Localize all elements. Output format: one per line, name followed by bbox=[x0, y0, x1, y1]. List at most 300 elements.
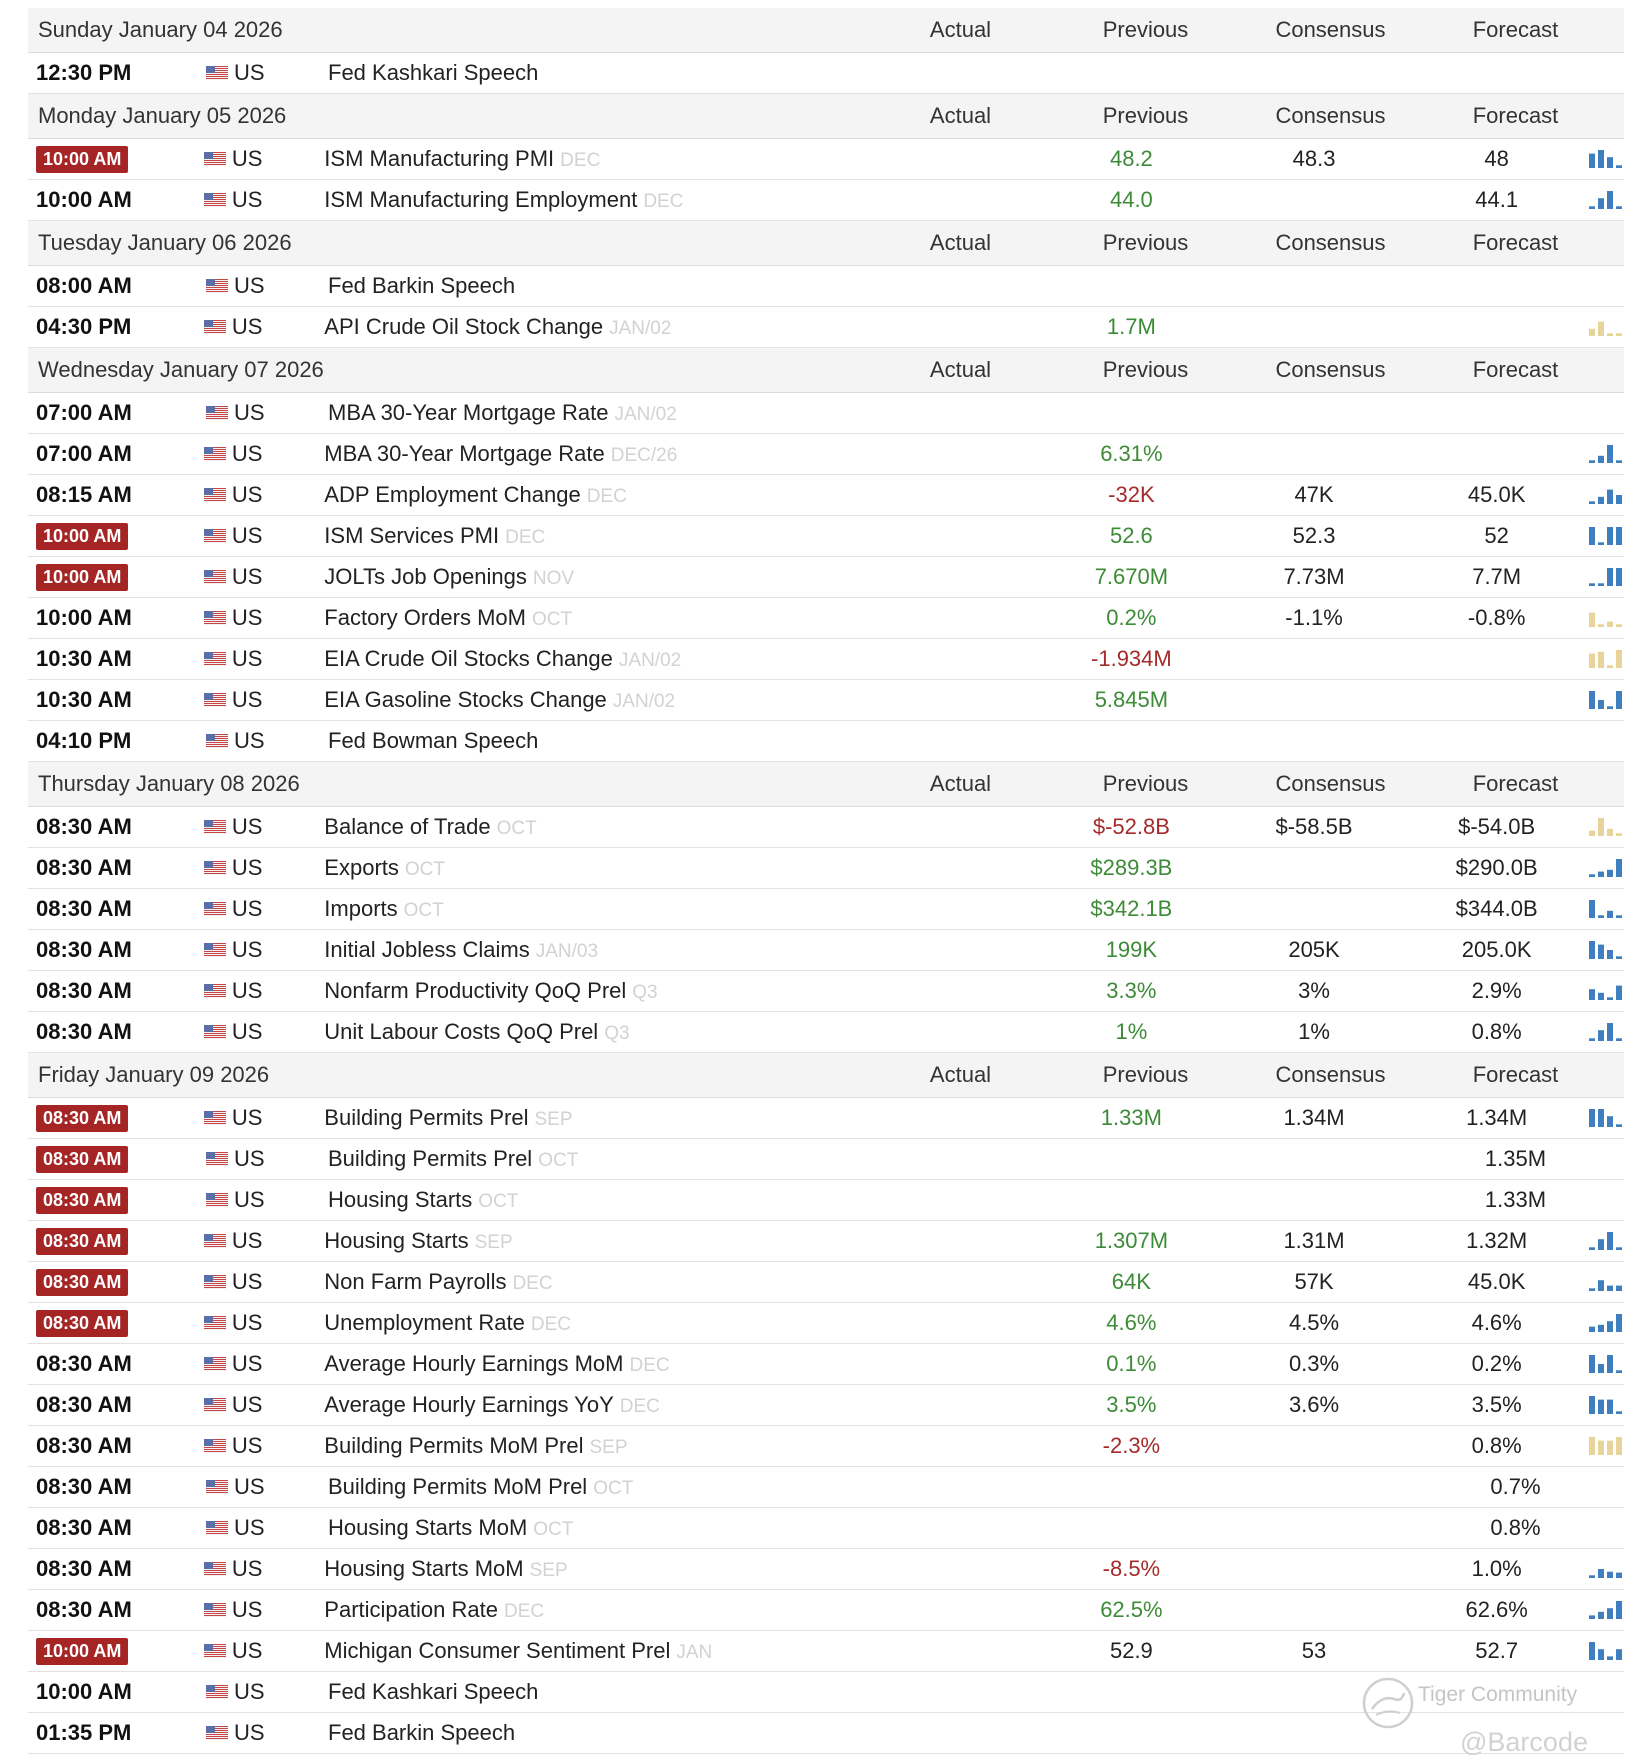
event-time: 04:10 PM bbox=[36, 728, 132, 753]
sparkline-bar bbox=[1598, 198, 1604, 209]
event-row[interactable] bbox=[28, 557, 1624, 598]
event-chart-cell[interactable] bbox=[1588, 1022, 1624, 1042]
event-name-cell bbox=[324, 646, 857, 672]
country-code: US bbox=[231, 187, 263, 212]
event-name-link[interactable]: Factory Orders MoM bbox=[324, 605, 526, 630]
event-row[interactable] bbox=[28, 639, 1624, 680]
event-reference-period: OCT bbox=[478, 1191, 519, 1212]
sparkline-bar bbox=[1607, 527, 1613, 545]
sparkline-bar bbox=[1589, 527, 1595, 545]
event-chart-cell[interactable] bbox=[1588, 149, 1624, 169]
event-name-link[interactable]: Fed Bowman Speech bbox=[328, 728, 539, 753]
event-time: 07:00 AM bbox=[36, 441, 132, 466]
event-time: 08:30 AM bbox=[36, 814, 132, 839]
column-header-actual: Actual bbox=[929, 357, 992, 382]
event-time-cell bbox=[28, 978, 204, 1004]
event-reference-period: DEC bbox=[643, 191, 684, 212]
event-reference-period: OCT bbox=[532, 609, 573, 630]
event-name-link[interactable]: API Crude Oil Stock Change bbox=[324, 314, 604, 339]
sparkline-bar bbox=[1616, 206, 1622, 209]
sparkline-chart bbox=[1588, 190, 1624, 210]
event-name-link[interactable]: Fed Kashkari Speech bbox=[328, 60, 539, 85]
event-name-link[interactable]: Participation Rate bbox=[324, 1597, 498, 1622]
event-chart-cell[interactable] bbox=[1588, 608, 1624, 628]
event-chart-cell[interactable] bbox=[1588, 1641, 1624, 1661]
event-name-cell bbox=[324, 1228, 857, 1254]
column-header-previous: Previous bbox=[1102, 17, 1189, 42]
sparkline-chart bbox=[1588, 649, 1624, 669]
event-row[interactable] bbox=[28, 1303, 1624, 1344]
sparkline-bar bbox=[1589, 989, 1595, 1000]
event-name-link[interactable]: Building Permits MoM Prel bbox=[324, 1433, 584, 1458]
column-header-previous: Previous bbox=[1102, 1062, 1189, 1087]
event-country bbox=[204, 523, 324, 549]
sparkline-bar bbox=[1607, 1656, 1613, 1660]
sparkline-chart bbox=[1588, 1022, 1624, 1042]
sparkline-bar bbox=[1616, 1314, 1622, 1332]
event-chart-cell[interactable] bbox=[1588, 981, 1624, 1001]
event-name-link[interactable]: Fed Kashkari Speech bbox=[328, 1679, 539, 1704]
event-chart-cell[interactable] bbox=[1588, 317, 1624, 337]
sparkline-bar bbox=[1598, 818, 1604, 836]
event-name-cell bbox=[324, 1597, 857, 1623]
forecast-value: 3.5% bbox=[1471, 1392, 1522, 1417]
event-time-badge: 08:30 AM bbox=[36, 1228, 128, 1255]
sparkline-bar bbox=[1607, 191, 1613, 209]
sparkline-bar bbox=[1616, 986, 1622, 1000]
event-chart-cell[interactable] bbox=[1588, 1436, 1624, 1456]
sparkline-bar bbox=[1607, 997, 1613, 1000]
event-name-link[interactable]: ISM Manufacturing PMI bbox=[324, 146, 555, 171]
event-row[interactable] bbox=[28, 721, 1624, 762]
event-time-cell bbox=[28, 522, 204, 550]
event-row[interactable] bbox=[28, 1012, 1624, 1053]
consensus-value: 47K bbox=[1294, 482, 1334, 507]
event-chart-cell[interactable] bbox=[1588, 444, 1624, 464]
sparkline-bar bbox=[1598, 497, 1604, 504]
event-name-cell bbox=[324, 1392, 857, 1418]
event-name-link[interactable]: Unit Labour Costs QoQ Prel bbox=[324, 1019, 599, 1044]
event-country bbox=[204, 1597, 324, 1623]
previous-value: 1.33M bbox=[1100, 1105, 1162, 1130]
country-code: US bbox=[231, 314, 263, 339]
country-code: US bbox=[234, 400, 265, 425]
event-name-cell bbox=[324, 937, 857, 963]
sparkline-bar bbox=[1607, 1023, 1613, 1041]
event-chart-cell[interactable] bbox=[1588, 899, 1624, 919]
event-name-link[interactable]: Fed Barkin Speech bbox=[328, 1720, 516, 1745]
country-code: US bbox=[231, 1310, 263, 1335]
us-flag-icon bbox=[204, 1234, 226, 1248]
event-chart-cell[interactable] bbox=[1588, 1272, 1624, 1292]
event-name-cell bbox=[324, 523, 857, 549]
country-code: US bbox=[231, 855, 263, 880]
event-row[interactable] bbox=[28, 971, 1624, 1012]
event-row[interactable] bbox=[28, 516, 1624, 557]
sparkline-bar bbox=[1607, 1116, 1613, 1127]
sparkline-bar bbox=[1598, 1364, 1604, 1373]
sparkline-bar bbox=[1598, 1612, 1604, 1619]
event-time: 08:30 AM bbox=[36, 1515, 132, 1540]
event-row[interactable] bbox=[28, 1426, 1624, 1467]
event-country bbox=[204, 1556, 324, 1582]
country-code: US bbox=[231, 1105, 263, 1130]
event-row[interactable] bbox=[28, 53, 1624, 94]
event-time-cell bbox=[28, 1268, 204, 1296]
event-chart-cell[interactable] bbox=[1588, 690, 1624, 710]
sparkline-bar bbox=[1616, 956, 1622, 959]
forecast-value: 44.1 bbox=[1475, 187, 1519, 212]
previous-value: 1.307M bbox=[1094, 1228, 1169, 1253]
event-name-link[interactable]: EIA Gasoline Stocks Change bbox=[324, 687, 607, 712]
event-chart-cell[interactable] bbox=[1588, 190, 1624, 210]
event-time-cell bbox=[28, 145, 204, 173]
event-country bbox=[206, 273, 328, 299]
event-time: 04:30 PM bbox=[36, 314, 132, 339]
sparkline-chart bbox=[1588, 690, 1624, 710]
day-header bbox=[28, 1053, 1624, 1098]
sparkline-bar bbox=[1616, 1437, 1622, 1455]
us-flag-icon bbox=[204, 1644, 226, 1658]
event-row[interactable] bbox=[28, 848, 1624, 889]
event-time-cell bbox=[28, 563, 204, 591]
event-name-link[interactable]: MBA 30-Year Mortgage Rate bbox=[328, 400, 609, 425]
event-time-cell bbox=[28, 482, 204, 508]
event-time: 08:30 AM bbox=[36, 937, 132, 962]
sparkline-bar bbox=[1607, 950, 1613, 959]
event-row[interactable] bbox=[28, 434, 1624, 475]
event-time-cell bbox=[28, 187, 204, 213]
forecast-value: 1.32M bbox=[1466, 1228, 1528, 1253]
consensus-value: 3.6% bbox=[1288, 1392, 1340, 1417]
event-row[interactable] bbox=[28, 307, 1624, 348]
forecast-value: $290.0B bbox=[1455, 855, 1538, 880]
event-row[interactable] bbox=[28, 1180, 1624, 1221]
event-chart-cell[interactable] bbox=[1588, 526, 1624, 546]
sparkline-bar bbox=[1598, 1239, 1604, 1250]
event-time-badge: 08:30 AM bbox=[36, 1105, 128, 1132]
sparkline-chart bbox=[1588, 526, 1624, 546]
event-reference-period: JAN/02 bbox=[609, 318, 672, 339]
event-name-link[interactable]: Fed Barkin Speech bbox=[328, 273, 516, 298]
country-code: US bbox=[231, 896, 263, 921]
event-row[interactable] bbox=[28, 1590, 1624, 1631]
event-country bbox=[204, 1638, 324, 1664]
column-header-previous: Previous bbox=[1102, 357, 1189, 382]
country-code: US bbox=[234, 1679, 265, 1704]
sparkline-bar bbox=[1589, 691, 1595, 709]
event-row[interactable] bbox=[28, 1508, 1624, 1549]
consensus-value: 3% bbox=[1298, 978, 1330, 1003]
event-name-link[interactable]: Nonfarm Productivity QoQ Prel bbox=[324, 978, 627, 1003]
event-name-link[interactable]: Imports bbox=[324, 896, 398, 921]
sparkline-bar bbox=[1616, 1286, 1622, 1291]
event-reference-period: DEC bbox=[560, 150, 601, 171]
event-time-badge: 10:00 AM bbox=[36, 1638, 128, 1665]
event-row[interactable] bbox=[28, 266, 1624, 307]
event-row[interactable] bbox=[28, 1262, 1624, 1303]
event-row[interactable] bbox=[28, 1098, 1624, 1139]
sparkline-bar bbox=[1616, 1370, 1622, 1373]
event-name-link[interactable]: Housing Starts MoM bbox=[324, 1556, 524, 1581]
sparkline-bar bbox=[1589, 206, 1595, 209]
us-flag-icon bbox=[204, 1316, 226, 1330]
event-time-cell bbox=[28, 855, 204, 881]
event-row[interactable] bbox=[28, 930, 1624, 971]
event-chart-cell[interactable] bbox=[1588, 1354, 1624, 1374]
event-name-link[interactable]: Building Permits Prel bbox=[324, 1105, 529, 1130]
event-row[interactable] bbox=[28, 1385, 1624, 1426]
sparkline-chart bbox=[1588, 1436, 1624, 1456]
event-chart-cell[interactable] bbox=[1588, 940, 1624, 960]
event-country bbox=[206, 1146, 328, 1172]
event-chart-cell[interactable] bbox=[1588, 1600, 1624, 1620]
previous-value: $342.1B bbox=[1090, 896, 1173, 921]
previous-value: 3.5% bbox=[1106, 1392, 1157, 1417]
previous-value: -2.3% bbox=[1102, 1433, 1161, 1458]
country-code: US bbox=[231, 1351, 263, 1376]
event-chart-cell[interactable] bbox=[1588, 485, 1624, 505]
event-time-cell bbox=[28, 814, 204, 840]
event-name-link[interactable]: Non Farm Payrolls bbox=[324, 1269, 507, 1294]
event-chart-cell[interactable] bbox=[1588, 1231, 1624, 1251]
sparkline-bar bbox=[1589, 154, 1595, 168]
event-row[interactable] bbox=[28, 598, 1624, 639]
forecast-value: 0.8% bbox=[1471, 1433, 1522, 1458]
event-country bbox=[206, 1720, 328, 1746]
event-time: 10:30 AM bbox=[36, 646, 132, 671]
previous-value: 48.2 bbox=[1109, 146, 1153, 171]
event-country bbox=[204, 896, 324, 922]
event-name-link[interactable]: MBA 30-Year Mortgage Rate bbox=[324, 441, 605, 466]
event-row[interactable] bbox=[28, 1467, 1624, 1508]
event-name-cell bbox=[324, 146, 857, 172]
sparkline-bar bbox=[1589, 1615, 1595, 1619]
event-time: 08:30 AM bbox=[36, 855, 132, 880]
us-flag-icon bbox=[204, 984, 226, 998]
us-flag-icon bbox=[204, 570, 226, 584]
event-name-link[interactable]: ADP Employment Change bbox=[324, 482, 581, 507]
sparkline-bar bbox=[1607, 1286, 1613, 1291]
event-country bbox=[206, 400, 328, 426]
event-name-link[interactable]: Balance of Trade bbox=[324, 814, 491, 839]
sparkline-chart bbox=[1588, 1600, 1624, 1620]
event-time-cell bbox=[28, 1351, 204, 1377]
event-name-cell bbox=[328, 1146, 868, 1172]
day-date: Thursday January 08 2026 bbox=[38, 771, 300, 796]
event-chart-cell[interactable] bbox=[1588, 649, 1624, 669]
event-time: 08:30 AM bbox=[36, 1556, 132, 1581]
consensus-value: $-58.5B bbox=[1275, 814, 1353, 839]
event-time-cell bbox=[28, 937, 204, 963]
event-time: 08:30 AM bbox=[36, 1474, 132, 1499]
event-row[interactable] bbox=[28, 1549, 1624, 1590]
sparkline-bar bbox=[1598, 456, 1604, 463]
us-flag-icon bbox=[206, 1685, 228, 1699]
previous-value: -8.5% bbox=[1102, 1556, 1161, 1581]
day-header bbox=[28, 8, 1624, 53]
event-chart-cell[interactable] bbox=[1588, 817, 1624, 837]
consensus-value: 7.73M bbox=[1283, 564, 1345, 589]
event-reference-period: SEP bbox=[529, 1560, 568, 1581]
forecast-value: 1.35M bbox=[1484, 1146, 1547, 1171]
forecast-value: 48 bbox=[1484, 146, 1509, 171]
event-time: 08:30 AM bbox=[36, 1019, 132, 1044]
sparkline-bar bbox=[1589, 1396, 1595, 1414]
us-flag-icon bbox=[204, 152, 226, 166]
event-name-cell bbox=[324, 564, 857, 590]
sparkline-bar bbox=[1607, 157, 1613, 168]
previous-value: 64K bbox=[1111, 1269, 1151, 1294]
sparkline-chart bbox=[1588, 1313, 1624, 1333]
event-chart-cell[interactable] bbox=[1588, 1108, 1624, 1128]
event-name-link[interactable]: Initial Jobless Claims bbox=[324, 937, 530, 962]
country-code: US bbox=[234, 1187, 265, 1212]
sparkline-chart bbox=[1588, 940, 1624, 960]
country-code: US bbox=[234, 1146, 265, 1171]
sparkline-bar bbox=[1616, 165, 1622, 168]
column-header-consensus: Consensus bbox=[1275, 1062, 1386, 1087]
event-chart-cell[interactable] bbox=[1588, 1395, 1624, 1415]
sparkline-chart bbox=[1588, 608, 1624, 628]
sparkline-bar bbox=[1616, 460, 1622, 463]
event-name-cell bbox=[324, 1433, 857, 1459]
event-name-link[interactable]: EIA Crude Oil Stocks Change bbox=[324, 646, 613, 671]
sparkline-bar bbox=[1598, 872, 1604, 877]
sparkline-bar bbox=[1589, 654, 1595, 668]
event-row[interactable] bbox=[28, 1139, 1624, 1180]
us-flag-icon bbox=[206, 279, 228, 293]
day-date: Friday January 09 2026 bbox=[38, 1062, 270, 1087]
event-name-link[interactable]: Unemployment Rate bbox=[324, 1310, 525, 1335]
previous-value: 44.0 bbox=[1109, 187, 1153, 212]
event-row[interactable] bbox=[28, 680, 1624, 721]
event-reference-period: DEC bbox=[629, 1355, 670, 1376]
event-name-link[interactable]: Housing Starts bbox=[328, 1187, 473, 1212]
us-flag-icon bbox=[204, 1562, 226, 1576]
event-name-link[interactable]: Michigan Consumer Sentiment Prel bbox=[324, 1638, 671, 1663]
event-name-link[interactable]: Housing Starts MoM bbox=[328, 1515, 528, 1540]
sparkline-bar bbox=[1607, 706, 1613, 709]
forecast-value: 7.7M bbox=[1472, 564, 1522, 589]
column-header-forecast: Forecast bbox=[1472, 230, 1559, 255]
event-time: 10:00 AM bbox=[36, 605, 132, 630]
sparkline-bar bbox=[1598, 1400, 1604, 1414]
event-row[interactable] bbox=[28, 807, 1624, 848]
event-row[interactable] bbox=[28, 889, 1624, 930]
event-name-link[interactable]: Housing Starts bbox=[324, 1228, 469, 1253]
event-chart-cell[interactable] bbox=[1588, 1559, 1624, 1579]
event-chart-cell[interactable] bbox=[1588, 858, 1624, 878]
event-name-link[interactable]: ISM Services PMI bbox=[324, 523, 500, 548]
event-name-link[interactable]: Average Hourly Earnings YoY bbox=[324, 1392, 614, 1417]
event-country bbox=[204, 1433, 324, 1459]
forecast-value: 1.33M bbox=[1484, 1187, 1547, 1212]
column-header-forecast: Forecast bbox=[1472, 1062, 1559, 1087]
event-name-link[interactable]: Exports bbox=[324, 855, 399, 880]
column-header-previous: Previous bbox=[1102, 230, 1189, 255]
sparkline-bar bbox=[1607, 911, 1613, 918]
forecast-value: 0.2% bbox=[1471, 1351, 1522, 1376]
us-flag-icon bbox=[206, 734, 228, 748]
event-time-cell bbox=[28, 1145, 206, 1173]
event-row[interactable] bbox=[28, 1631, 1624, 1672]
sparkline-bar bbox=[1616, 1601, 1622, 1619]
day-date: Wednesday January 07 2026 bbox=[38, 357, 324, 382]
previous-value: 5.845M bbox=[1094, 687, 1169, 712]
event-country bbox=[204, 1228, 324, 1254]
event-row[interactable] bbox=[28, 1221, 1624, 1262]
event-name-link[interactable]: ISM Manufacturing Employment bbox=[324, 187, 638, 212]
us-flag-icon bbox=[204, 529, 226, 543]
country-code: US bbox=[231, 441, 263, 466]
event-reference-period: NOV bbox=[532, 568, 575, 589]
event-country bbox=[204, 187, 324, 213]
event-name-link[interactable]: JOLTs Job Openings bbox=[324, 564, 527, 589]
event-country bbox=[204, 855, 324, 881]
event-row[interactable] bbox=[28, 1344, 1624, 1385]
previous-value: -32K bbox=[1108, 482, 1155, 507]
event-row[interactable] bbox=[28, 393, 1624, 434]
forecast-value: 205.0K bbox=[1461, 937, 1532, 962]
sparkline-bar bbox=[1607, 1321, 1613, 1332]
column-header-actual: Actual bbox=[929, 771, 992, 796]
sparkline-bar bbox=[1607, 829, 1613, 836]
event-name-link[interactable]: Building Permits MoM Prel bbox=[328, 1474, 588, 1499]
sparkline-bar bbox=[1616, 527, 1622, 545]
event-name-link[interactable]: Building Permits Prel bbox=[328, 1146, 533, 1171]
event-reference-period: DEC bbox=[503, 1601, 545, 1622]
country-code: US bbox=[231, 687, 263, 712]
event-name-cell bbox=[328, 1720, 868, 1746]
sparkline-bar bbox=[1589, 1109, 1595, 1127]
sparkline-bar bbox=[1607, 333, 1613, 336]
column-header-forecast: Forecast bbox=[1472, 17, 1559, 42]
event-row[interactable] bbox=[28, 180, 1624, 221]
event-reference-period: Q3 bbox=[632, 982, 658, 1003]
forecast-value: $-54.0B bbox=[1458, 814, 1536, 839]
sparkline-bar bbox=[1607, 665, 1613, 668]
event-row[interactable] bbox=[28, 139, 1624, 180]
event-time: 08:30 AM bbox=[36, 978, 132, 1003]
event-time-badge: 08:30 AM bbox=[36, 1187, 128, 1214]
us-flag-icon bbox=[204, 488, 226, 502]
country-code: US bbox=[231, 1597, 263, 1622]
event-country bbox=[204, 564, 324, 590]
event-chart-cell[interactable] bbox=[1588, 567, 1624, 587]
event-row[interactable] bbox=[28, 475, 1624, 516]
event-time-cell bbox=[28, 1433, 204, 1459]
consensus-value: 1.34M bbox=[1283, 1105, 1345, 1130]
event-name-link[interactable]: Average Hourly Earnings MoM bbox=[324, 1351, 624, 1376]
event-reference-period: OCT bbox=[496, 818, 537, 839]
event-time-cell bbox=[28, 1637, 204, 1665]
sparkline-chart bbox=[1588, 1231, 1624, 1251]
consensus-value: 205K bbox=[1288, 937, 1340, 962]
country-code: US bbox=[231, 482, 263, 507]
event-time: 07:00 AM bbox=[36, 400, 132, 425]
day-date: Sunday January 04 2026 bbox=[38, 17, 283, 42]
country-code: US bbox=[231, 978, 263, 1003]
event-country bbox=[204, 146, 324, 172]
forecast-value: 4.6% bbox=[1471, 1310, 1522, 1335]
sparkline-bar bbox=[1589, 501, 1595, 504]
event-chart-cell[interactable] bbox=[1588, 1313, 1624, 1333]
us-flag-icon bbox=[204, 447, 226, 461]
previous-value: -1.934M bbox=[1091, 646, 1172, 671]
sparkline-bar bbox=[1589, 583, 1595, 586]
sparkline-chart bbox=[1588, 567, 1624, 587]
